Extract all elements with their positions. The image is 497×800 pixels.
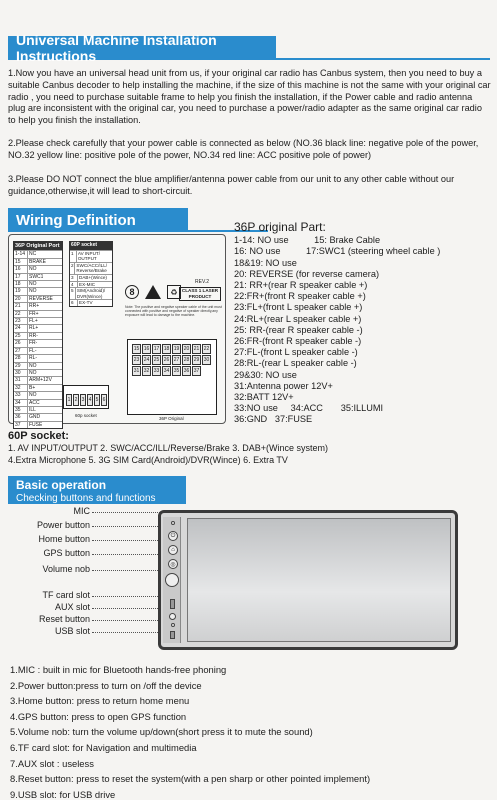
head-unit-screen <box>187 518 451 642</box>
wiring-diagram <box>8 234 226 428</box>
socket-pin: 6 <box>101 394 107 406</box>
socket-pin: 5 <box>94 394 100 406</box>
socket-row <box>70 281 112 288</box>
pin-number: 17 <box>14 274 28 280</box>
pin-label: B+ <box>29 384 36 391</box>
pin-label: NO <box>29 392 37 399</box>
leader-line <box>92 554 162 555</box>
instruction-1: 1.Now you have an universal head unit from us, if your original car radio has Canbus system, then you need to buy a suitable Canbus decoder to help installing the machine, if the size of this machine is not the same with your original car radio , you need to purchase suitable frame to help you finish the installation, if the Power cable and radio antenna plug are inconsistent with the original car, you need to purchase a power/radio adapter as the same original car radio to help you finish the installation. <box>8 68 491 126</box>
installation-instructions-title: Universal Machine Installation Instructions <box>16 32 217 64</box>
original-port-header: 36P Original Port <box>14 242 62 250</box>
leader-line <box>92 608 162 609</box>
pin-number: 23 <box>14 318 28 324</box>
socket-label: EX-MIC <box>79 281 96 287</box>
pin-row <box>14 302 62 309</box>
connector-pin: 37 <box>193 368 200 374</box>
socket-line-1: 1. AV INPUT/OUTPUT 2. SWC/ACC/ILL/Reverse/Brake 3. DAB+(Wince system) <box>8 443 328 453</box>
pin-label: NC <box>29 251 37 258</box>
volume-knob-icon <box>165 573 179 587</box>
pin-row <box>14 384 62 391</box>
pin-row <box>14 250 62 257</box>
pin-number: 16 <box>14 266 28 272</box>
function-list <box>10 662 494 800</box>
pin-label: GND <box>29 414 41 421</box>
pin-number: 26 <box>14 340 28 346</box>
socket-label: SWC/ACC/ILL/ Reverse/Brake <box>76 262 108 274</box>
pin-number: 25 <box>14 333 28 339</box>
part-line: 23:FL+(front L speaker cable +) <box>234 302 363 313</box>
pin-number: 27 <box>14 348 28 354</box>
control-label: Volume nob <box>42 564 90 574</box>
pin-row <box>14 362 62 369</box>
function-item: 3.Home button: press to return home menu <box>10 695 190 707</box>
pin-number: 20 <box>14 296 28 302</box>
pin-number: 36 <box>14 414 28 420</box>
part-line: 29&30: NO use <box>234 369 297 380</box>
wiring-definition-banner <box>8 208 188 232</box>
connector-pin: 16 <box>143 346 150 352</box>
socket-number: 1 <box>70 251 77 262</box>
socket-connector-caption: 60p socket <box>75 413 97 418</box>
socket-table <box>69 241 113 307</box>
function-item: 9.USB slot: for USB drive <box>10 788 116 800</box>
pin-label: NO <box>29 281 37 288</box>
leader-line <box>92 632 162 633</box>
pin-row <box>14 347 62 354</box>
leader-line <box>92 570 162 571</box>
pin-row <box>14 265 62 272</box>
part-line: 16: NO use 17:SWC1 (steering wheel cable ) <box>234 246 441 257</box>
pin-label: NO <box>29 288 37 295</box>
function-item: 4.GPS button: press to open GPS function <box>10 710 187 722</box>
connector-pin: 15 <box>133 346 140 352</box>
original-part-list <box>234 222 494 426</box>
socket-row <box>70 262 112 274</box>
connector-pin: 24 <box>143 357 150 363</box>
control-label: USB slot <box>54 626 90 636</box>
installation-instructions-banner <box>8 32 276 64</box>
basic-operation-subtitle: Checking buttons and functions <box>16 493 156 504</box>
pin-label: FL- <box>29 347 37 354</box>
socket-pin: 1 <box>66 394 72 406</box>
head-unit-illustration <box>158 510 458 650</box>
part-line: 36:GND 37:FUSE <box>234 414 313 425</box>
socket-number: 2 <box>70 263 75 274</box>
socket-label: AV INPUT/ OUTPUT <box>77 250 100 262</box>
pin-row <box>14 258 62 265</box>
pin-row <box>14 317 62 324</box>
socket-number: 6 <box>70 300 78 306</box>
connector-pin: 33 <box>153 368 160 374</box>
socket-row <box>70 274 112 281</box>
pin-row <box>14 354 62 361</box>
pin-number: 22 <box>14 311 28 317</box>
connector-pin: 28 <box>183 357 190 363</box>
connector-pin: 17 <box>153 346 160 352</box>
pin-label: NO <box>29 362 37 369</box>
pin-number: 34 <box>14 400 28 406</box>
function-item: 2.Power button:press to turn on /off the device <box>10 679 202 691</box>
socket-label: SIM(Android)/ DVR(Wince) <box>76 288 106 299</box>
connector-pin: 26 <box>163 357 170 363</box>
recycle-icon: ♻ <box>167 285 181 299</box>
usb-slot <box>170 631 175 639</box>
original-port-table <box>13 241 63 429</box>
part-line: 25: RR-(rear R speaker cable -) <box>234 324 363 335</box>
pin-number: 18 <box>14 281 28 287</box>
connector-pin: 30 <box>203 357 210 363</box>
part-line: 32:BATT 12V+ <box>234 392 294 403</box>
pin-row <box>14 369 62 376</box>
pin-row <box>14 280 62 287</box>
pin-label: ILL <box>29 406 36 413</box>
part-line: 27:FL-(front L speaker cable -) <box>234 347 358 358</box>
control-label: Reset button <box>38 614 90 624</box>
socket-number: 4 <box>70 282 78 288</box>
connector-pin: 25 <box>153 357 160 363</box>
pin-number: 32 <box>14 385 28 391</box>
pin-number: 37 <box>14 422 28 428</box>
pin-row <box>14 413 62 420</box>
pin-label: NO <box>29 266 37 273</box>
pin-label: RL+ <box>29 325 39 332</box>
connector-pin: 35 <box>173 368 180 374</box>
tf-card-slot <box>170 599 175 609</box>
original-connector-caption: 36P Original <box>159 416 184 421</box>
connector-pin: 27 <box>173 357 180 363</box>
pin-label: NO <box>29 369 37 376</box>
control-label: Power button <box>36 520 90 530</box>
pin-label: RR+ <box>29 303 40 310</box>
pin-row <box>14 421 62 428</box>
pin-number: 35 <box>14 407 28 413</box>
pin-label: ARM+12V <box>29 377 52 384</box>
leader-line <box>92 526 162 527</box>
socket-pin: 2 <box>73 394 79 406</box>
pin-number: 33 <box>14 392 28 398</box>
connector-pin: 34 <box>163 368 170 374</box>
socket-pin: 4 <box>87 394 93 406</box>
pin-row <box>14 399 62 406</box>
part-line: 22:FR+(front R speaker cable +) <box>234 291 366 302</box>
socket-title: 60P socket: <box>8 430 69 442</box>
socket-label: EX-TV <box>79 300 93 306</box>
socket-table-header: 60P socket <box>70 242 112 250</box>
leader-line <box>92 540 162 541</box>
warning-icons <box>125 285 181 299</box>
pin-number: 31 <box>14 377 28 383</box>
connector-pin: 20 <box>183 346 190 352</box>
pin-number: 28 <box>14 355 28 361</box>
original-connector <box>127 339 217 415</box>
pin-label: REVERSE <box>29 295 53 302</box>
eight-circle-icon: 8 <box>125 285 139 299</box>
original-part-title: 36P original Part: <box>234 220 326 234</box>
power-icon: ⏻ <box>168 531 178 541</box>
socket-row <box>70 287 112 299</box>
pin-row <box>14 310 62 317</box>
leader-line <box>92 620 162 621</box>
pin-number: 24 <box>14 325 28 331</box>
pin-label: FUSE <box>29 421 43 428</box>
revision-label: REV.2 <box>195 279 209 285</box>
connector-pin: 29 <box>193 357 200 363</box>
pin-number: 29 <box>14 363 28 369</box>
pin-row <box>14 391 62 398</box>
pin-label: FR- <box>29 340 38 347</box>
pin-label: RL- <box>29 355 38 362</box>
warning-triangle-icon <box>145 285 161 299</box>
part-line: 24:RL+(rear L speaker cable +) <box>234 313 362 324</box>
socket-number: 5 <box>70 288 76 299</box>
wiring-definition-title: Wiring Definition <box>16 211 136 229</box>
part-line: 28:RL-(rear L speaker cable -) <box>234 358 357 369</box>
connector-pin: 22 <box>203 346 210 352</box>
reset-hole <box>171 623 175 627</box>
pin-number: 30 <box>14 370 28 376</box>
connector-pin: 21 <box>193 346 200 352</box>
pin-label: RR- <box>29 332 38 339</box>
pin-row <box>14 324 62 331</box>
pin-number: 1-14 <box>14 251 28 257</box>
part-line: 33:NO use 34:ACC 35:ILLUMI <box>234 403 384 414</box>
connector-pin: 32 <box>143 368 150 374</box>
pin-row <box>14 332 62 339</box>
socket-label: DAB+(Wince) <box>79 274 107 280</box>
function-item: 8.Reset button: press to reset the system(with a pen sharp or other pointed implement) <box>10 773 371 785</box>
pin-row <box>14 273 62 280</box>
socket-number: 3 <box>70 275 78 281</box>
leader-line <box>92 512 162 513</box>
part-line: 26:FR-(front R speaker cable -) <box>234 336 362 347</box>
part-line: 21: RR+(rear R speaker cable +) <box>234 280 368 291</box>
socket-connector <box>63 385 109 409</box>
pin-row <box>14 376 62 383</box>
speaker-note: Note: The positive and negative speaker cable of the unit must connected with positive and negative of speaker directly,any exposure will lead to damage to the machine. <box>125 305 222 318</box>
socket-row <box>70 250 112 262</box>
pin-row <box>14 295 62 302</box>
pin-label: BRAKE <box>29 258 46 265</box>
part-line: 31:Antenna power 12V+ <box>234 380 333 391</box>
basic-operation-banner <box>8 476 186 504</box>
control-label: GPS button <box>43 548 90 558</box>
socket-line-2: 4.Extra Microphone 5. 3G SIM Card(Android)/DVR(Wince) 6. Extra TV <box>8 454 288 465</box>
part-line: 1-14: NO use 15: Brake Cable <box>234 235 381 246</box>
aux-port <box>169 613 176 620</box>
control-label: AUX slot <box>54 602 90 612</box>
leader-line <box>92 596 162 597</box>
pin-number: 21 <box>14 303 28 309</box>
pin-row <box>14 406 62 413</box>
function-item: 7.AUX slot : useless <box>10 757 94 769</box>
function-item: 1.MIC : built in mic for Bluetooth hands-free phoning <box>10 664 227 675</box>
pin-number: 19 <box>14 288 28 294</box>
basic-operation-title: Basic operation <box>16 478 107 492</box>
connector-pin: 31 <box>133 368 140 374</box>
head-unit-side-panel <box>163 517 181 643</box>
part-line: 18&19: NO use <box>234 257 297 268</box>
banner-divider <box>276 58 490 60</box>
pin-label: ACC <box>29 399 40 406</box>
part-line: 20: REVERSE (for reverse camera) <box>234 268 380 279</box>
connector-pin: 19 <box>173 346 180 352</box>
control-label: Home button <box>38 534 90 544</box>
socket-section <box>8 430 492 466</box>
connector-pin: 18 <box>163 346 170 352</box>
control-label: TF card slot <box>42 590 90 600</box>
home-icon: ⌂ <box>168 545 178 555</box>
socket-row <box>70 299 112 306</box>
pin-label: FR+ <box>29 310 39 317</box>
laser-product-label: CLASS 1 LASER PRODUCT <box>179 287 221 301</box>
connector-pin: 23 <box>133 357 140 363</box>
control-label: MIC <box>73 506 90 516</box>
function-item: 6.TF card slot: for Navigation and multimedia <box>10 741 197 753</box>
mic-hole <box>171 521 175 525</box>
pin-row <box>14 339 62 346</box>
socket-pin: 3 <box>80 394 86 406</box>
pin-label: SWC1 <box>29 273 44 280</box>
function-item: 5.Volume nob: turn the volume up/down(short press it to mute the sound) <box>10 726 313 738</box>
gps-icon: ◎ <box>168 559 178 569</box>
pin-number: 15 <box>14 259 28 265</box>
pin-label: FL+ <box>29 318 38 325</box>
connector-pin: 36 <box>183 368 190 374</box>
instruction-2: 2.Please check carefully that your power cable is connected as below (NO.36 black line: negative pole of the power, NO.32 yellow line: positive pole of the power, NO.34 red line: ACC positive pole of power) <box>8 138 479 160</box>
instruction-3: 3.Please DO NOT connect the blue amplifier/antenna power cable from our unit to any other cable without our guidance,otherwise,it will lead to short-circuit. <box>8 174 455 196</box>
pin-row <box>14 287 62 294</box>
